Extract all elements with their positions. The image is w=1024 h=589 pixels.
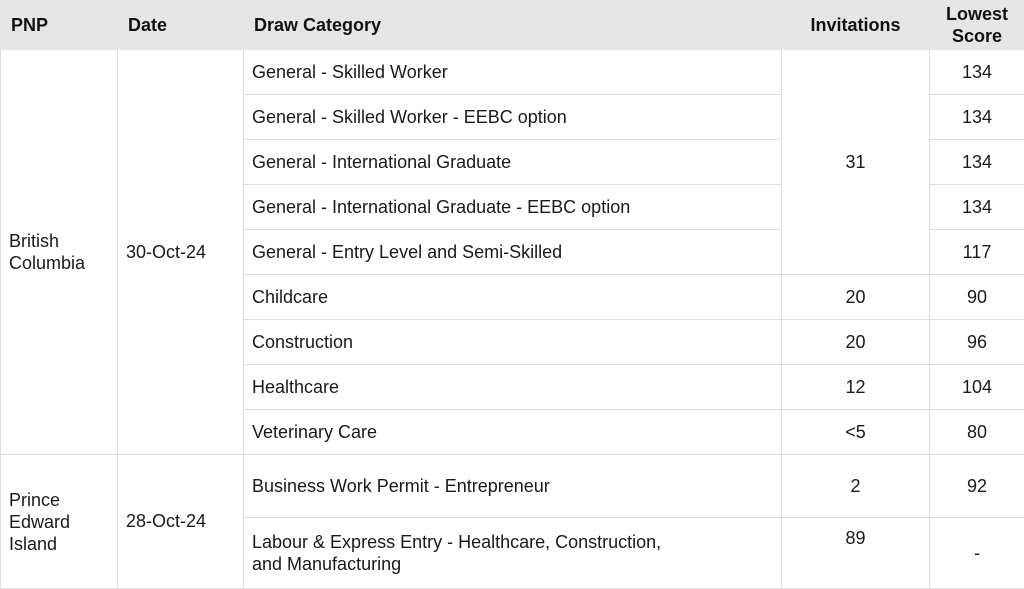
score-cell: 134 bbox=[930, 185, 1024, 230]
invitations-cell: 20 bbox=[782, 320, 930, 365]
pnp-cell: Prince Edward Island bbox=[1, 455, 118, 589]
header-pnp: PNP bbox=[1, 1, 118, 50]
category-cell: General - International Graduate - EEBC option bbox=[244, 185, 782, 230]
invitations-cell: 12 bbox=[782, 365, 930, 410]
score-cell: 90 bbox=[930, 275, 1024, 320]
score-cell: 80 bbox=[930, 410, 1024, 455]
score-cell: 134 bbox=[930, 95, 1024, 140]
pnp-cell: British Columbia bbox=[1, 50, 118, 455]
invitations-cell: 31 bbox=[782, 50, 930, 275]
table-row bbox=[1, 455, 1024, 518]
header-row bbox=[1, 1, 1024, 50]
category-cell: General - Skilled Worker - EEBC option bbox=[244, 95, 782, 140]
category-cell: Childcare bbox=[244, 275, 782, 320]
date-cell: 30-Oct-24 bbox=[118, 50, 244, 455]
category-cell: General - Skilled Worker bbox=[244, 50, 782, 95]
header-category: Draw Category bbox=[244, 1, 782, 50]
score-cell: 134 bbox=[930, 50, 1024, 95]
invitations-cell: 20 bbox=[782, 275, 930, 320]
score-cell: 134 bbox=[930, 140, 1024, 185]
category-cell: Construction bbox=[244, 320, 782, 365]
table-row bbox=[1, 50, 1024, 95]
category-cell: General - International Graduate bbox=[244, 140, 782, 185]
invitations-cell: 2 bbox=[782, 455, 930, 518]
category-cell: Labour & Express Entry - Healthcare, Construction, and Manufacturing bbox=[244, 518, 782, 589]
score-cell: 96 bbox=[930, 320, 1024, 365]
score-cell: 92 bbox=[930, 455, 1024, 518]
score-cell: 117 bbox=[930, 230, 1024, 275]
header-lowest-score: Lowest Score bbox=[930, 1, 1024, 50]
category-cell: Veterinary Care bbox=[244, 410, 782, 455]
header-invitations: Invitations bbox=[782, 1, 930, 50]
date-cell: 28-Oct-24 bbox=[118, 455, 244, 589]
invitations-cell: 89 bbox=[782, 518, 930, 589]
category-cell: Business Work Permit - Entrepreneur bbox=[244, 455, 782, 518]
score-cell: 104 bbox=[930, 365, 1024, 410]
header-date: Date bbox=[118, 1, 244, 50]
category-cell: Healthcare bbox=[244, 365, 782, 410]
invitations-cell: <5 bbox=[782, 410, 930, 455]
category-cell: General - Entry Level and Semi-Skilled bbox=[244, 230, 782, 275]
score-cell: - bbox=[930, 518, 1024, 589]
